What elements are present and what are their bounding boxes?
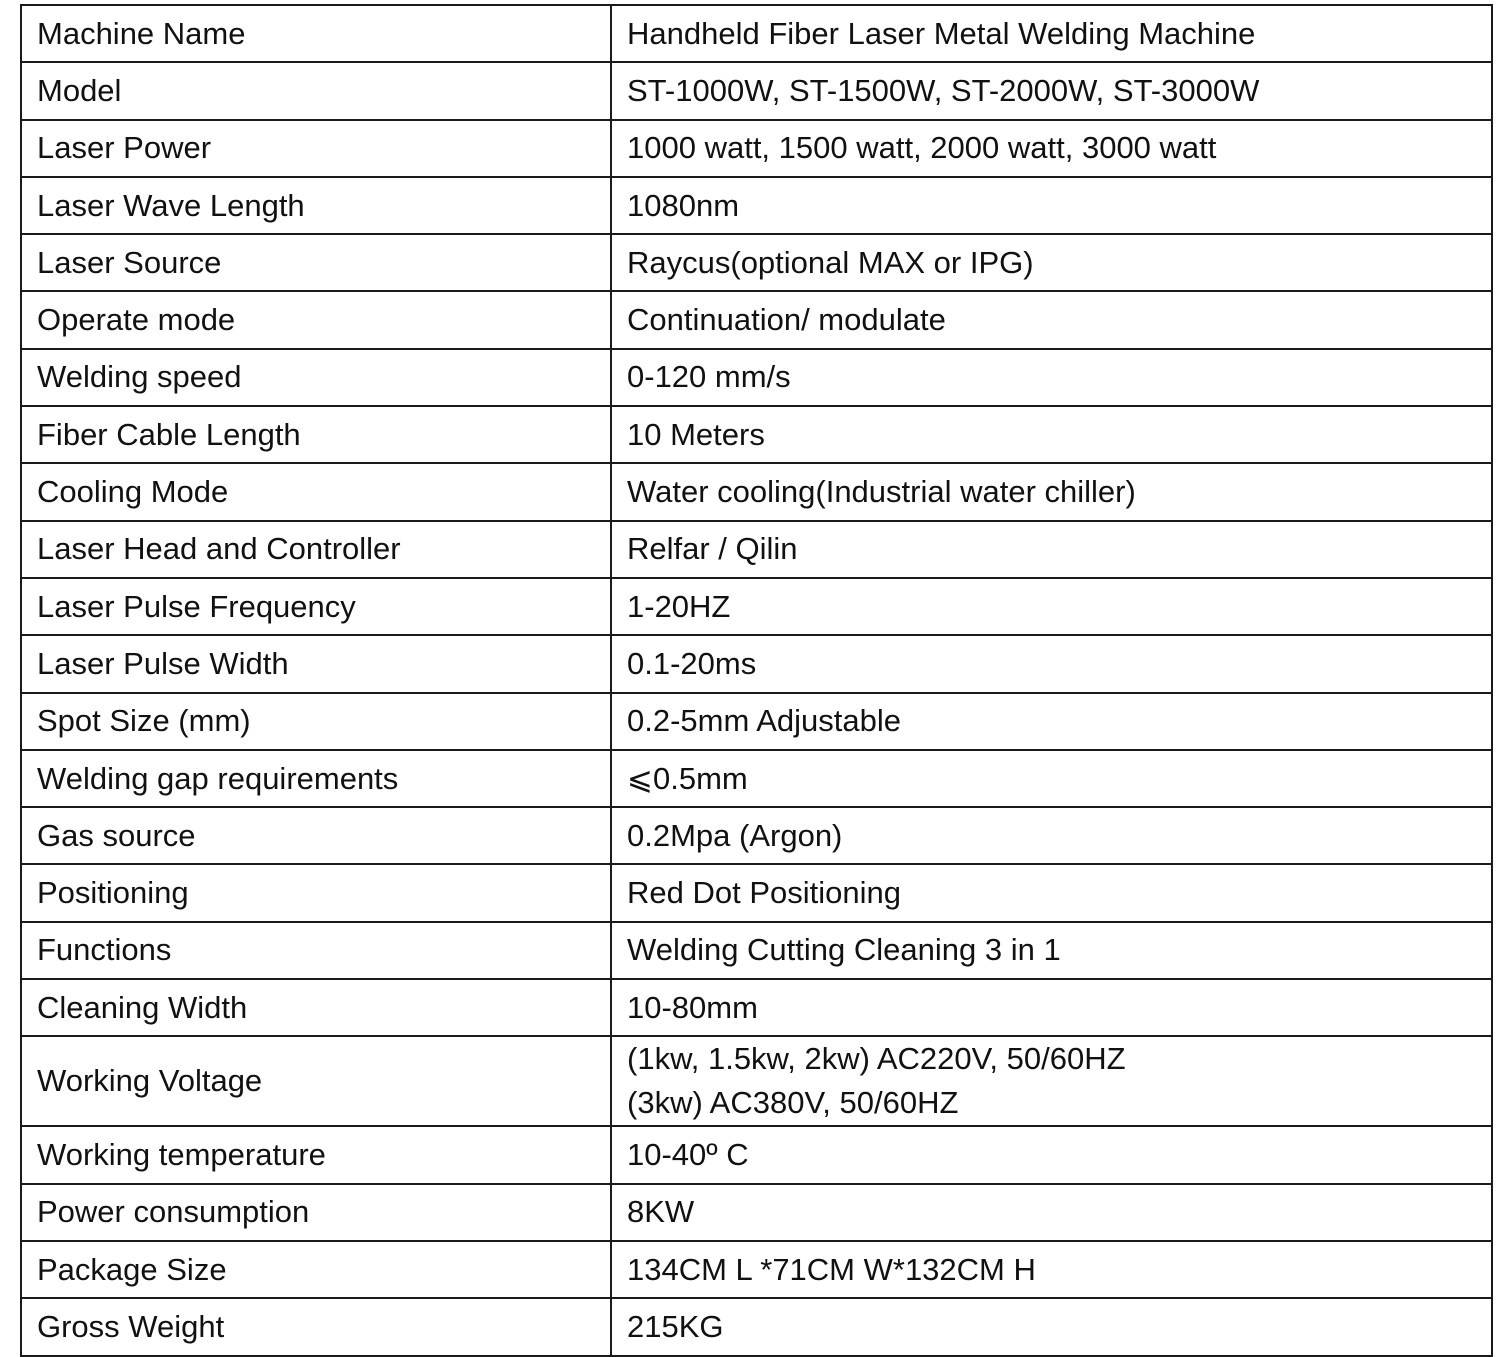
- row-value: 0-120 mm/s: [611, 349, 1492, 406]
- table-row: [21, 693, 1492, 750]
- row-value: 8KW: [611, 1184, 1492, 1241]
- row-label: Gas source: [21, 807, 611, 864]
- row-label: Functions: [21, 922, 611, 979]
- row-value: Continuation/ modulate: [611, 291, 1492, 348]
- table-row: [21, 1298, 1492, 1355]
- table-row: [21, 922, 1492, 979]
- row-value: Raycus(optional MAX or IPG): [611, 234, 1492, 291]
- table-row: [21, 177, 1492, 234]
- table-row: [21, 807, 1492, 864]
- table-row: [21, 5, 1492, 62]
- row-value: 1080nm: [611, 177, 1492, 234]
- row-label: Fiber Cable Length: [21, 406, 611, 463]
- row-label: Laser Pulse Frequency: [21, 578, 611, 635]
- row-value: 10-80mm: [611, 979, 1492, 1036]
- row-label: Working temperature: [21, 1126, 611, 1183]
- row-label: Cooling Mode: [21, 463, 611, 520]
- table-row: [21, 1126, 1492, 1183]
- row-label: Laser Pulse Width: [21, 635, 611, 692]
- spec-table: [20, 4, 1493, 1357]
- row-value: ⩽0.5mm: [611, 750, 1492, 807]
- row-label: Positioning: [21, 864, 611, 921]
- table-row: [21, 864, 1492, 921]
- row-value: Relfar / Qilin: [611, 521, 1492, 578]
- row-label: Laser Source: [21, 234, 611, 291]
- row-value: Water cooling(Industrial water chiller): [611, 463, 1492, 520]
- row-value: ST-1000W, ST-1500W, ST-2000W, ST-3000W: [611, 62, 1492, 119]
- table-row: [21, 463, 1492, 520]
- row-value: Handheld Fiber Laser Metal Welding Machine: [611, 5, 1492, 62]
- row-label: Spot Size (mm): [21, 693, 611, 750]
- table-row: [21, 62, 1492, 119]
- row-label: Operate mode: [21, 291, 611, 348]
- row-value: 10-40º C: [611, 1126, 1492, 1183]
- table-row: [21, 578, 1492, 635]
- table-row: [21, 1184, 1492, 1241]
- row-value: 215KG: [611, 1298, 1492, 1355]
- row-label: Cleaning Width: [21, 979, 611, 1036]
- row-value: Red Dot Positioning: [611, 864, 1492, 921]
- row-value: 0.2-5mm Adjustable: [611, 693, 1492, 750]
- row-label: Model: [21, 62, 611, 119]
- row-value-line: (3kw) AC380V, 50/60HZ: [627, 1085, 959, 1121]
- row-label: Package Size: [21, 1241, 611, 1298]
- row-label: Gross Weight: [21, 1298, 611, 1355]
- row-value: Welding Cutting Cleaning 3 in 1: [611, 922, 1492, 979]
- table-row: [21, 406, 1492, 463]
- row-value: 1000 watt, 1500 watt, 2000 watt, 3000 watt: [611, 120, 1492, 177]
- row-label: Laser Wave Length: [21, 177, 611, 234]
- table-row: [21, 120, 1492, 177]
- table-row: [21, 979, 1492, 1036]
- row-label: Welding speed: [21, 349, 611, 406]
- table-row: [21, 750, 1492, 807]
- row-value: 1-20HZ: [611, 578, 1492, 635]
- table-row: [21, 291, 1492, 348]
- table-row: [21, 635, 1492, 692]
- table-row: [21, 234, 1492, 291]
- row-value: 10 Meters: [611, 406, 1492, 463]
- row-label: Power consumption: [21, 1184, 611, 1241]
- row-label: Laser Power: [21, 120, 611, 177]
- row-value: 0.1-20ms: [611, 635, 1492, 692]
- row-value: 0.2Mpa (Argon): [611, 807, 1492, 864]
- table-row: [21, 349, 1492, 406]
- row-label: Laser Head and Controller: [21, 521, 611, 578]
- table-row: [21, 1241, 1492, 1298]
- row-label: Welding gap requirements: [21, 750, 611, 807]
- table-row: [21, 521, 1492, 578]
- row-value-line: (1kw, 1.5kw, 2kw) AC220V, 50/60HZ: [627, 1041, 1126, 1077]
- row-value: 134CM L *71CM W*132CM H: [611, 1241, 1492, 1298]
- row-value: [611, 1036, 1492, 1126]
- row-label: Machine Name: [21, 5, 611, 62]
- table-row: [21, 1036, 1492, 1126]
- row-label: Working Voltage: [21, 1036, 611, 1126]
